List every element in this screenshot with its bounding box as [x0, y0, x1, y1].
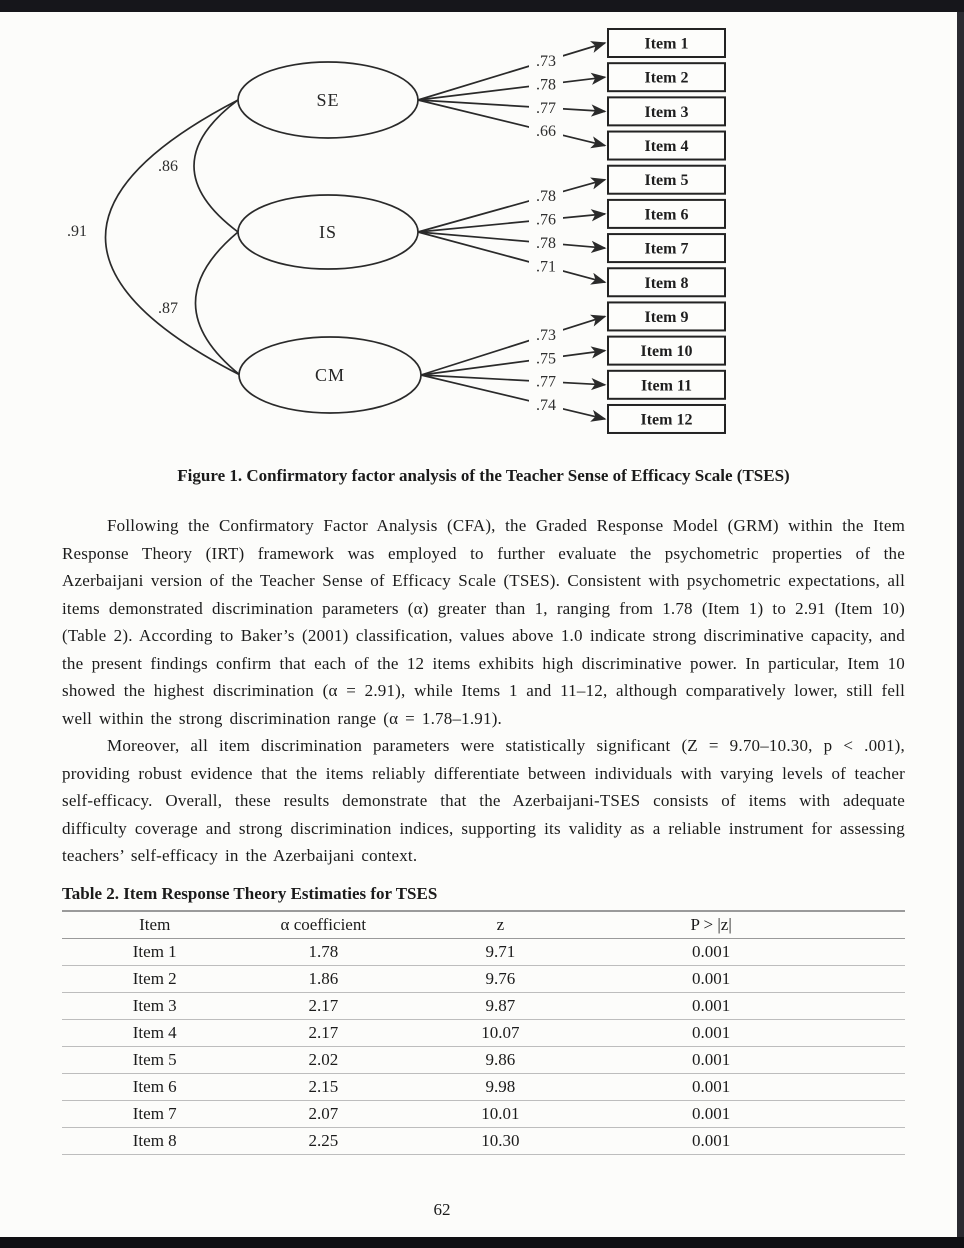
col-header-0: Item	[139, 915, 171, 934]
table-cell: 2.25	[308, 1131, 339, 1150]
table-cell: 2.07	[308, 1104, 339, 1123]
table-cell: Item 3	[132, 996, 177, 1015]
table-cell: Item 6	[132, 1077, 177, 1096]
table-cell: 0.001	[691, 1077, 731, 1096]
item-label: Item 3	[644, 103, 689, 121]
item-label: Item 2	[644, 69, 689, 87]
table-row	[62, 1128, 905, 1155]
col-header-3: P > |z|	[690, 915, 732, 934]
table-row	[62, 993, 905, 1020]
correlation-value-SE-IS: .86	[158, 158, 178, 175]
table-cell: 2.02	[308, 1050, 339, 1069]
table-cell: 0.001	[691, 1050, 731, 1069]
table-cell: Item 5	[132, 1050, 177, 1069]
table-2-block	[62, 883, 905, 1155]
table-cell: 0.001	[691, 942, 731, 961]
loading-path-item-2	[418, 77, 605, 100]
correlation-curve-SE-CM	[105, 100, 240, 375]
loading-path-item-6	[418, 211, 605, 232]
table-row	[62, 1074, 905, 1101]
loading-path-item-3	[418, 100, 605, 111]
table-cell: 0.001	[691, 1023, 731, 1042]
table-cell: Item 4	[132, 1023, 177, 1042]
loading-value: .75	[536, 350, 556, 368]
table-cell: 10.01	[481, 1104, 520, 1123]
irt-estimates-table	[62, 910, 905, 1155]
loading-value: .66	[536, 123, 556, 141]
item-label: Item 10	[640, 343, 693, 361]
col-header-2: z	[496, 915, 505, 934]
figure-caption: Figure 1. Confirmatory factor analysis of the Teacher Sense of Efficacy Scale (TSES)	[177, 466, 790, 485]
loading-value: .78	[536, 235, 556, 253]
loading-value: .76	[536, 211, 556, 229]
item-label: Item 11	[640, 377, 693, 395]
factor-label-SE: SE	[316, 90, 340, 110]
table-cell: 0.001	[691, 1104, 731, 1123]
correlation-curve-SE-IS	[194, 100, 238, 232]
factor-label-CM: CM	[314, 365, 346, 385]
loading-path-item-10	[421, 351, 605, 375]
table-cell: 1.78	[308, 942, 339, 961]
loading-value: .77	[536, 373, 556, 391]
item-label: Item 8	[644, 274, 689, 292]
page-number: 62	[433, 1200, 451, 1219]
table-cell: 0.001	[691, 1131, 731, 1150]
table-cell: 2.17	[308, 1023, 339, 1042]
item-label: Item 7	[644, 240, 689, 258]
table-cell: 1.86	[308, 969, 339, 988]
col-header-1: α coefficient	[280, 915, 367, 934]
loading-value: .77	[536, 99, 556, 117]
item-label: Item 1	[644, 35, 689, 53]
table-cell: 2.17	[308, 996, 339, 1015]
table-cell: Item 7	[132, 1104, 177, 1123]
item-label: Item 9	[644, 308, 689, 326]
correlation-value-IS-CM: .87	[158, 300, 178, 317]
loading-path-item-1	[418, 43, 605, 100]
loading-value: .74	[536, 396, 556, 414]
loading-path-item-4	[418, 100, 605, 146]
table-cell: 2.15	[308, 1077, 339, 1096]
correlation-value-SE-CM: .91	[67, 223, 87, 240]
loading-path-item-11	[421, 375, 605, 385]
loading-value: .71	[536, 258, 556, 276]
table-cell: 9.86	[485, 1050, 516, 1069]
cfa-diagram	[0, 0, 964, 460]
table-cell: 9.87	[485, 996, 516, 1015]
table-row	[62, 966, 905, 993]
loading-path-item-5	[418, 180, 605, 232]
loading-value: .73	[536, 327, 556, 345]
table-cell: 10.30	[481, 1131, 520, 1150]
table-cell: 0.001	[691, 969, 731, 988]
table-header	[62, 911, 905, 939]
table-cell: 9.71	[485, 942, 516, 961]
item-label: Item 12	[640, 411, 693, 429]
table-row	[62, 1020, 905, 1047]
item-label: Item 4	[644, 138, 689, 156]
table-cell: 10.07	[481, 1023, 520, 1042]
table-cell: Item 1	[132, 942, 177, 961]
paragraph-1: Following the Confirmatory Factor Analysis (CFA), the Graded Response Model (GRM) within the Item Response Theory (IRT) framework was employed to further evaluate the psychometric properties of the Azerbaijani version of the Teacher Sense of Efficacy Scale (TSES). Consistent with psychometric expectations, all items demonstrated discrimination parameters (α) greater than 1, ranging from 1.78 (Item 1) to 2.91 (Item 10) (Table 2). According to Baker’s (2001) classification, values above 1.0 indicate strong discriminative capacity, and the present findings confirm that each of the 12 items exhibits high discriminative power. In particular, Item 10 showed the highest discrimination (α = 2.91), while Items 1 and 11–12, although comparatively lower, still fell well within the strong discrimination range (α = 1.78–1.91).	[62, 516, 905, 728]
item-label: Item 6	[644, 206, 689, 224]
table-cell: 9.76	[485, 969, 516, 988]
body-text	[62, 512, 905, 883]
table-cell: 9.98	[485, 1077, 516, 1096]
factor-label-IS: IS	[318, 222, 338, 242]
table-title: Table 2. Item Response Theory Estimaties for TSES	[62, 884, 438, 903]
loading-value: .73	[536, 52, 556, 70]
table-row	[62, 1047, 905, 1074]
loading-path-item-12	[421, 375, 605, 419]
loading-value: .78	[536, 188, 556, 206]
table-cell: Item 8	[132, 1131, 177, 1150]
table-cell: 0.001	[691, 996, 731, 1015]
table-cell: Item 2	[132, 969, 177, 988]
loading-value: .78	[536, 76, 556, 94]
table-row	[62, 1101, 905, 1128]
scan-border-bottom	[0, 1237, 964, 1248]
paragraph-2: Moreover, all item discrimination parameters were statistically significant (Z = 9.70–10.30, p < .001), providing robust evidence that the items reliably differentiate between individuals with varying levels of teacher self-efficacy. Overall, these results demonstrate that the Azerbaijani-TSES consists of items with adequate difficulty coverage and strong discrimination indices, supporting its validity as a reliable instrument for assessing teachers’ self-efficacy in the Azerbaijani context.	[62, 736, 905, 865]
item-label: Item 5	[644, 172, 689, 190]
table-row	[62, 939, 905, 966]
loading-path-item-9	[421, 316, 605, 375]
